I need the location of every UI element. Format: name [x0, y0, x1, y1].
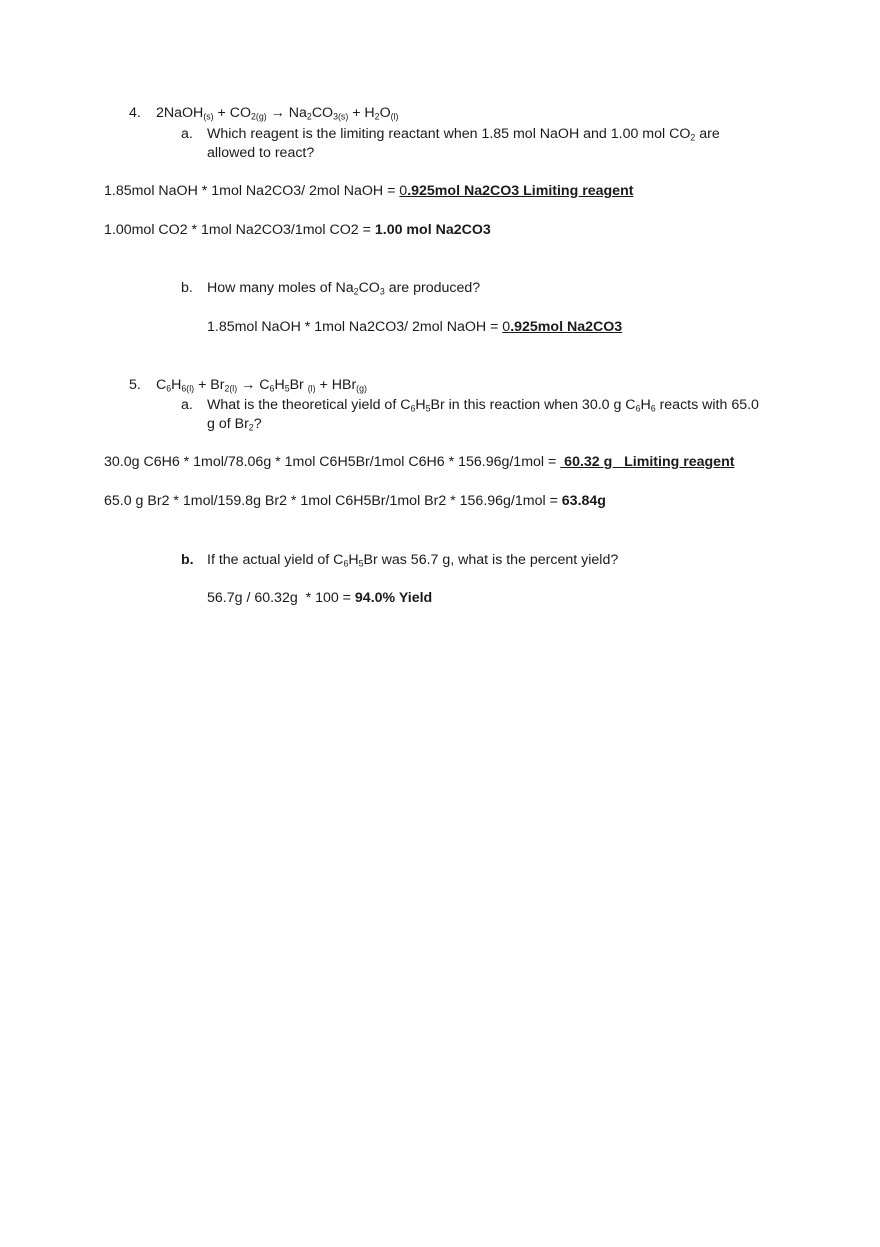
equation-term: H	[274, 377, 285, 393]
reaction-arrow-icon: →	[241, 377, 256, 393]
calculation-underline: 0	[399, 183, 408, 199]
question-5-equation	[156, 376, 367, 394]
question-5a-text-line2	[207, 415, 262, 433]
question-4b-letter: b.	[181, 280, 193, 296]
reaction-arrow-icon: →	[270, 105, 285, 121]
equation-subscript: 6	[166, 383, 172, 394]
question-4a-letter: a.	[181, 126, 193, 142]
calculation-text: 30.0g C6H6 * 1mol/78.06g * 1mol C6H5Br/1mol C6H6 * 156.96g/1mol =	[104, 454, 561, 470]
question-text: H	[640, 397, 651, 413]
equation-subscript: (l)	[390, 111, 399, 122]
equation-term: C	[255, 377, 270, 393]
question-5-number: 5.	[129, 377, 141, 393]
equation-subscript: 5	[284, 383, 290, 394]
calculation-underline: 0	[502, 319, 511, 335]
question-5a-text-line1	[207, 396, 759, 414]
equation-subscript: 6	[269, 383, 275, 394]
equation-subscript: 6(l)	[181, 383, 195, 394]
question-text: If the actual yield of C	[207, 552, 344, 568]
calculation-4-2	[104, 221, 491, 239]
text-subscript: 6	[343, 558, 349, 569]
calculation-text: 65.0 g Br2 * 1mol/159.8g Br2 * 1mol C6H5Br/1mol Br2 * 156.96g/1mol =	[104, 493, 562, 509]
answer-4b	[207, 318, 622, 336]
question-text: are produced?	[384, 280, 481, 296]
text-subscript: 6	[650, 403, 656, 414]
text-subscript: 6	[635, 403, 641, 414]
calculation-5-2	[104, 492, 606, 510]
question-text: ?	[253, 416, 262, 432]
text-subscript: 2	[690, 132, 696, 143]
equation-term: C	[156, 377, 167, 393]
question-text: H	[348, 552, 359, 568]
equation-subscript: (s)	[203, 111, 214, 122]
question-4b-text	[207, 279, 480, 297]
calculation-text: 1.85mol NaOH * 1mol Na2CO3/ 2mol NaOH =	[104, 183, 400, 199]
question-text: Which reagent is the limiting reactant when 1.85 mol NaOH and 1.00 mol CO	[207, 126, 691, 142]
question-4a-text-line2: allowed to react?	[207, 145, 315, 161]
equation-term: + H	[348, 105, 375, 121]
equation-term: 2NaOH	[156, 105, 204, 121]
calculation-4-1	[104, 182, 633, 200]
question-4-equation	[156, 104, 398, 122]
calculation-text: 1.00mol CO2 * 1mol Na2CO3/1mol CO2 =	[104, 222, 375, 238]
calculation-answer: 1.00 mol Na2CO3	[374, 222, 491, 238]
text-subscript: 3	[379, 286, 385, 297]
calculation-answer: 63.84g	[561, 493, 606, 509]
question-text: Br was 56.7 g, what is the percent yield?	[363, 552, 619, 568]
equation-term: + HBr	[315, 377, 357, 393]
question-text: g of Br	[207, 416, 249, 432]
equation-term: CO	[311, 105, 334, 121]
calculation-answer: .925mol Na2CO3	[510, 319, 623, 335]
equation-subscript: 2	[374, 111, 380, 122]
question-5b-text	[207, 551, 618, 569]
calculation-5-1	[104, 453, 734, 471]
calculation-answer: .925mol Na2CO3 Limiting reagent	[407, 183, 634, 199]
equation-subscript: 2(g)	[251, 111, 267, 122]
equation-subscript: 2(l)	[224, 383, 238, 394]
calculation-text: 56.7g / 60.32g * 100 =	[207, 590, 355, 606]
question-4a-text-line1	[207, 125, 720, 143]
equation-subscript: (g)	[356, 383, 367, 394]
answer-5b	[207, 589, 432, 607]
question-text: Br in this reaction when 30.0 g C	[430, 397, 636, 413]
text-subscript: 6	[410, 403, 416, 414]
text-subscript: 2	[248, 422, 254, 433]
equation-term: H	[171, 377, 182, 393]
equation-term: Na	[284, 105, 307, 121]
question-text: H	[415, 397, 426, 413]
calculation-answer: 94.0% Yield	[354, 590, 433, 606]
equation-subscript: 3(s)	[333, 111, 349, 122]
equation-term: O	[379, 105, 391, 121]
equation-subscript: (l)	[307, 383, 316, 394]
question-text: What is the theoretical yield of C	[207, 397, 411, 413]
equation-term: Br	[289, 377, 308, 393]
question-text: reacts with 65.0	[655, 397, 759, 413]
question-text: How many moles of Na	[207, 280, 354, 296]
equation-term: + Br	[194, 377, 225, 393]
equation-subscript: 2	[306, 111, 312, 122]
question-text: CO	[358, 280, 380, 296]
text-subscript: 5	[358, 558, 364, 569]
text-subscript: 5	[425, 403, 431, 414]
question-5b-letter: b.	[181, 552, 194, 568]
calculation-text: 1.85mol NaOH * 1mol Na2CO3/ 2mol NaOH =	[207, 319, 503, 335]
equation-term: + CO	[213, 105, 252, 121]
question-5a-letter: a.	[181, 397, 193, 413]
question-4-number: 4.	[129, 105, 141, 121]
calculation-answer: 60.32 g Limiting reagent	[560, 454, 735, 470]
question-text: are	[695, 126, 720, 142]
text-subscript: 2	[353, 286, 359, 297]
